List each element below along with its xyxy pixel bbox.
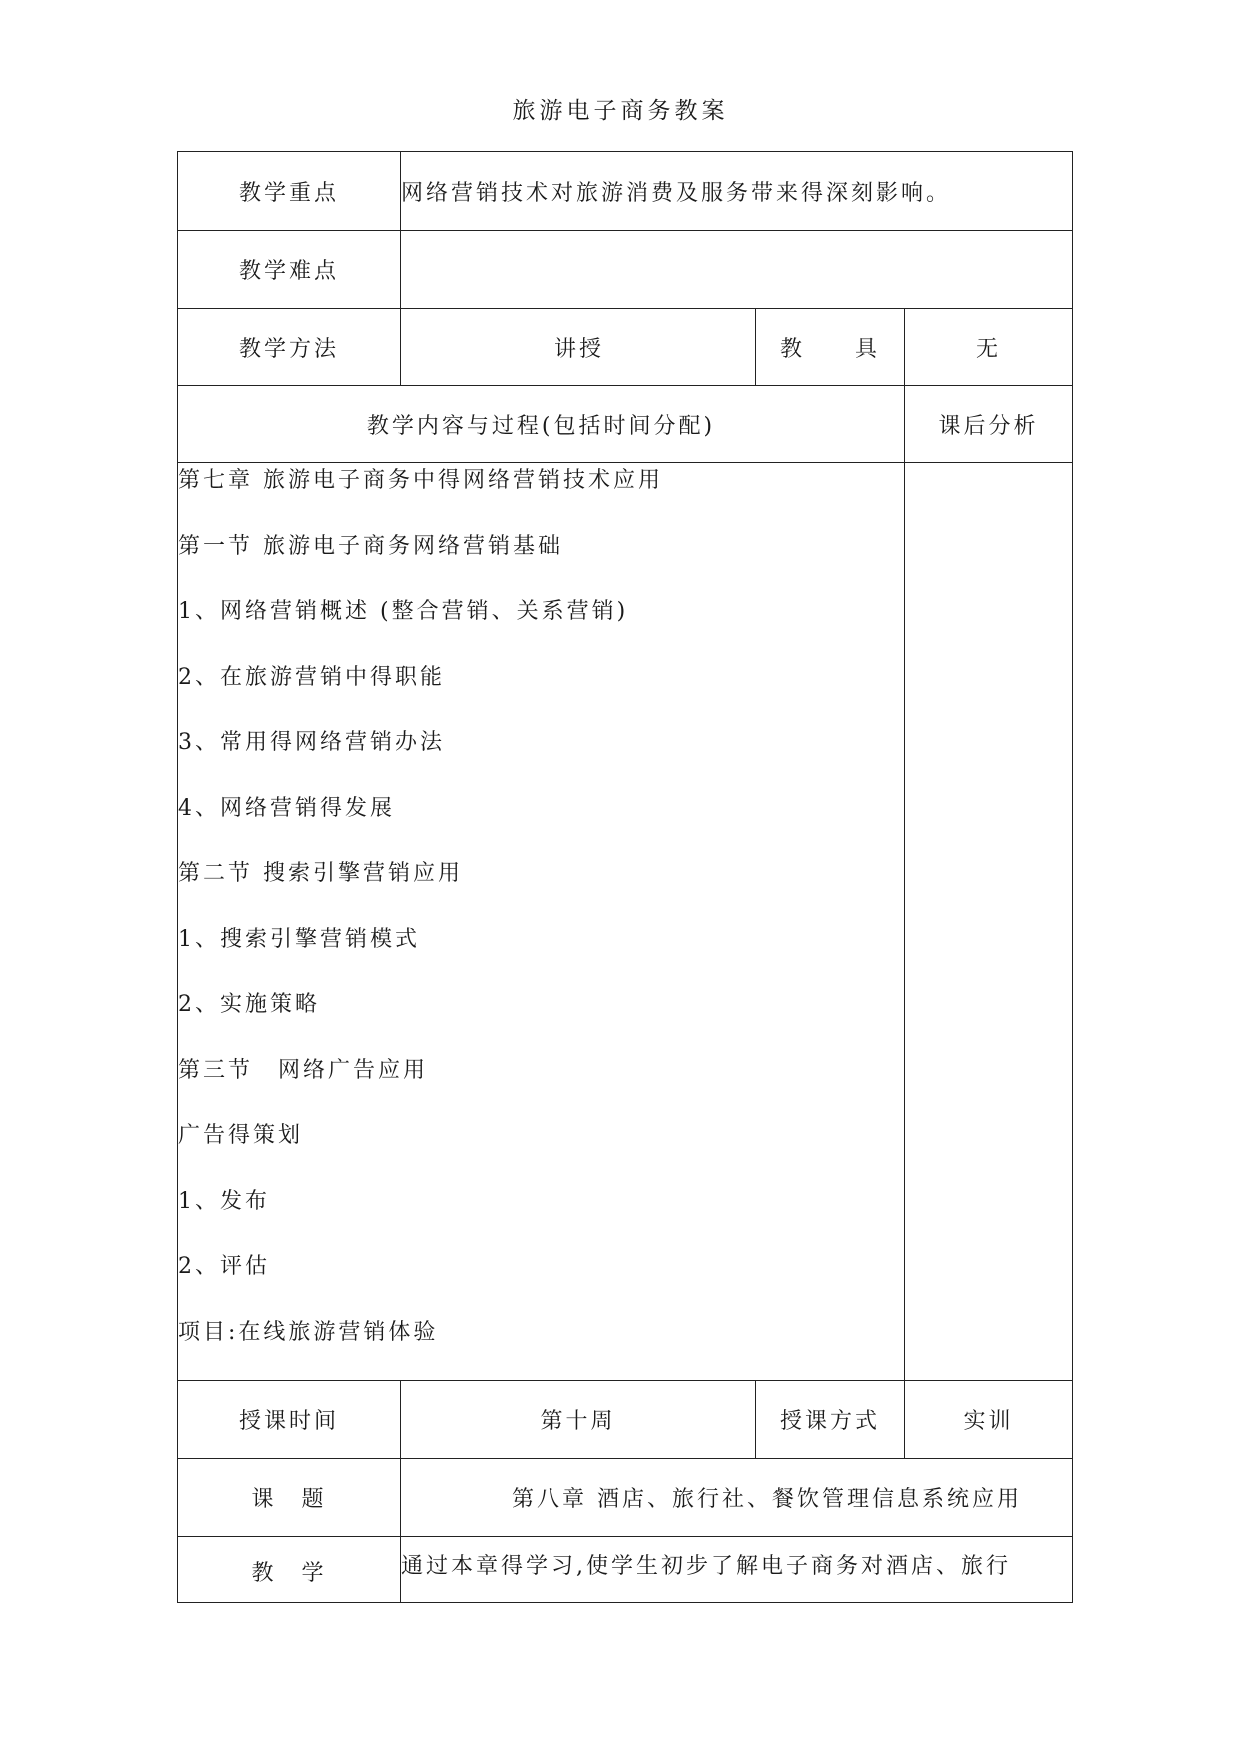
difficulty-row: [178, 231, 1073, 309]
topic-value: 第八章 酒店、旅行社、餐饮管理信息系统应用: [401, 1459, 1073, 1537]
lesson-plan-table: [177, 151, 1073, 1603]
tools-value: 无: [905, 309, 1073, 386]
time-value: 第十周: [401, 1381, 756, 1459]
focus-row: [178, 152, 1073, 231]
goal-value: 通过本章得学习,使学生初步了解电子商务对酒店、旅行: [401, 1537, 1073, 1603]
focus-value: 网络营销技术对旅游消费及服务带来得深刻影响。: [401, 152, 1073, 231]
content-line: 第二节 搜索引擎营销应用: [178, 861, 463, 886]
content-line: 3、常用得网络营销办法: [178, 730, 445, 755]
content-line: 1、发布: [178, 1188, 270, 1214]
time-label: 授课时间: [178, 1381, 401, 1459]
topic-row: [178, 1459, 1073, 1537]
difficulty-value: [401, 231, 1073, 309]
content-line: 4、网络营销得发展: [178, 795, 395, 821]
content-row: [178, 463, 1073, 1381]
content-line: 1、搜索引擎营销模式: [178, 926, 420, 952]
focus-label: 教学重点: [178, 152, 401, 231]
mode-value: 实训: [905, 1381, 1073, 1459]
tools-label: 教 具: [756, 309, 905, 386]
content-header-row: [178, 386, 1073, 463]
document-title: 旅游电子商务教案: [512, 98, 729, 124]
goal-label: 教 学: [178, 1537, 401, 1603]
content-cell: [178, 463, 905, 1381]
goal-row: [178, 1537, 1073, 1603]
mode-label: 授课方式: [756, 1381, 905, 1459]
method-value: [401, 309, 756, 386]
content-header-label: 教学内容与过程(包括时间分配): [178, 386, 905, 463]
topic-label: 课 题: [178, 1459, 401, 1537]
content-line: 2、实施策略: [178, 992, 320, 1017]
method-row: [178, 309, 1073, 386]
time-row: [178, 1381, 1073, 1459]
content-line: 1、网络营销概述 (整合营销、关系营销): [178, 599, 629, 624]
content-line: 项目:在线旅游营销体验: [178, 1319, 439, 1345]
analysis-cell: [905, 463, 1073, 1381]
content-line: 2、评估: [178, 1254, 270, 1279]
content-line: 2、在旅游营销中得职能: [178, 664, 445, 690]
method-label: 教学方法: [178, 309, 401, 386]
content-line: 第七章 旅游电子商务中得网络营销技术应用: [178, 468, 663, 493]
method-value-text: 讲授: [553, 336, 604, 362]
analysis-label: 课后分析: [905, 386, 1073, 463]
content-line: 第一节 旅游电子商务网络营销基础: [178, 533, 563, 559]
difficulty-label: 教学难点: [178, 231, 401, 309]
content-line: 第三节 网络广告应用: [178, 1057, 429, 1083]
content-line: 广告得策划: [178, 1123, 304, 1148]
